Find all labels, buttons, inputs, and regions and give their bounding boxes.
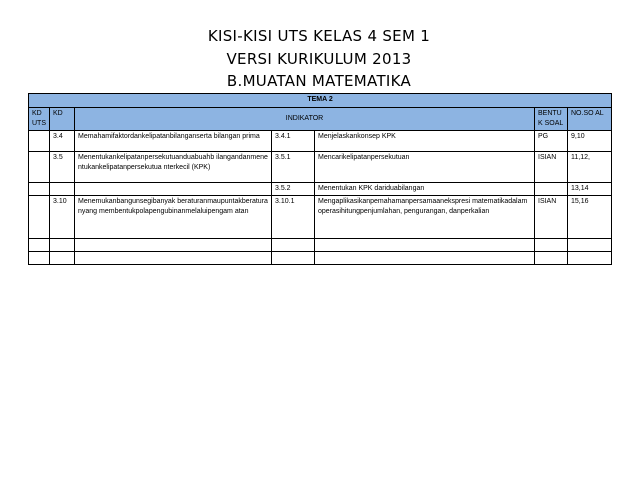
empty-cell: [535, 252, 568, 265]
kd-number-cell: 3.4: [50, 131, 75, 152]
empty-cell: [272, 252, 315, 265]
title-line-3: B.MUATAN MATEMATIKA: [226, 72, 412, 90]
header-no-soal: NO.SO AL: [568, 108, 612, 131]
kd-text-cell: Menemukanbangunsegibanyak beraturanmaupuntakberaturanyang membentukpolapengubinanmelaluipengam atan: [75, 196, 272, 239]
no-soal-cell: 11,12,: [568, 152, 612, 183]
indicator-text-cell: Mengaplikasikanpemahamanpersamaanekspresi matematikadalamoperasihitungpenjumlahan, pengurangan, danperkalian: [315, 196, 535, 239]
header-bentuk-soal: BENTU K SOAL: [535, 108, 568, 131]
empty-cell: [272, 239, 315, 252]
header-row: [29, 108, 612, 131]
header-kd-uts: KD UTS: [29, 108, 50, 131]
kd-uts-cell: [29, 196, 50, 239]
empty-cell: [29, 252, 50, 265]
table-row: [29, 152, 612, 183]
indicator-number-cell: 3.4.1: [272, 131, 315, 152]
table-row: [29, 252, 612, 265]
header-kd: KD: [50, 108, 75, 131]
bentuk-soal-cell: PG: [535, 131, 568, 152]
indicator-text-cell: Menjelaskankonsep KPK: [315, 131, 535, 152]
no-soal-cell: 13,14: [568, 183, 612, 196]
table-row: [29, 183, 612, 196]
bentuk-soal-cell: [535, 183, 568, 196]
indicator-number-cell: 3.5.2: [272, 183, 315, 196]
indicator-number-cell: 3.5.1: [272, 152, 315, 183]
tema-row: [29, 94, 612, 108]
indicator-number-cell: 3.10.1: [272, 196, 315, 239]
kd-text-cell: Memahamifaktordankelipatanbilanganserta bilangan prima: [75, 131, 272, 152]
empty-cell: [29, 239, 50, 252]
title-line-2: VERSI KURIKULUM 2013: [226, 50, 412, 68]
empty-cell: [568, 252, 612, 265]
no-soal-cell: 9,10: [568, 131, 612, 152]
kd-number-cell: [50, 183, 75, 196]
kd-uts-cell: [29, 183, 50, 196]
kd-uts-cell: [29, 152, 50, 183]
empty-cell: [315, 252, 535, 265]
empty-cell: [50, 239, 75, 252]
kd-number-cell: 3.5: [50, 152, 75, 183]
empty-cell: [315, 239, 535, 252]
indicator-text-cell: Menentukan KPK dariduabilangan: [315, 183, 535, 196]
tema-label: TEMA 2: [29, 94, 612, 108]
kd-number-cell: 3.10: [50, 196, 75, 239]
empty-cell: [75, 239, 272, 252]
table-row: [29, 196, 612, 239]
empty-cell: [50, 252, 75, 265]
table-row: [29, 239, 612, 252]
title-line-1: KISI-KISI UTS KELAS 4 SEM 1: [207, 27, 431, 45]
bentuk-soal-cell: ISIAN: [535, 152, 568, 183]
empty-cell: [75, 252, 272, 265]
kd-text-cell: [75, 183, 272, 196]
empty-cell: [568, 239, 612, 252]
kd-text-cell: Menentukankelipatanpersekutuanduabuahb ilangandanmenentukankelipatanpersekutua nterkecil (KPK): [75, 152, 272, 183]
empty-cell: [535, 239, 568, 252]
kisi-kisi-table: [28, 93, 612, 265]
kd-uts-cell: [29, 131, 50, 152]
no-soal-cell: 15,16: [568, 196, 612, 239]
bentuk-soal-cell: ISIAN: [535, 196, 568, 239]
table-row: [29, 131, 612, 152]
header-indikator: INDIKATOR: [75, 108, 535, 131]
indicator-text-cell: Mencarikelipatanpersekutuan: [315, 152, 535, 183]
